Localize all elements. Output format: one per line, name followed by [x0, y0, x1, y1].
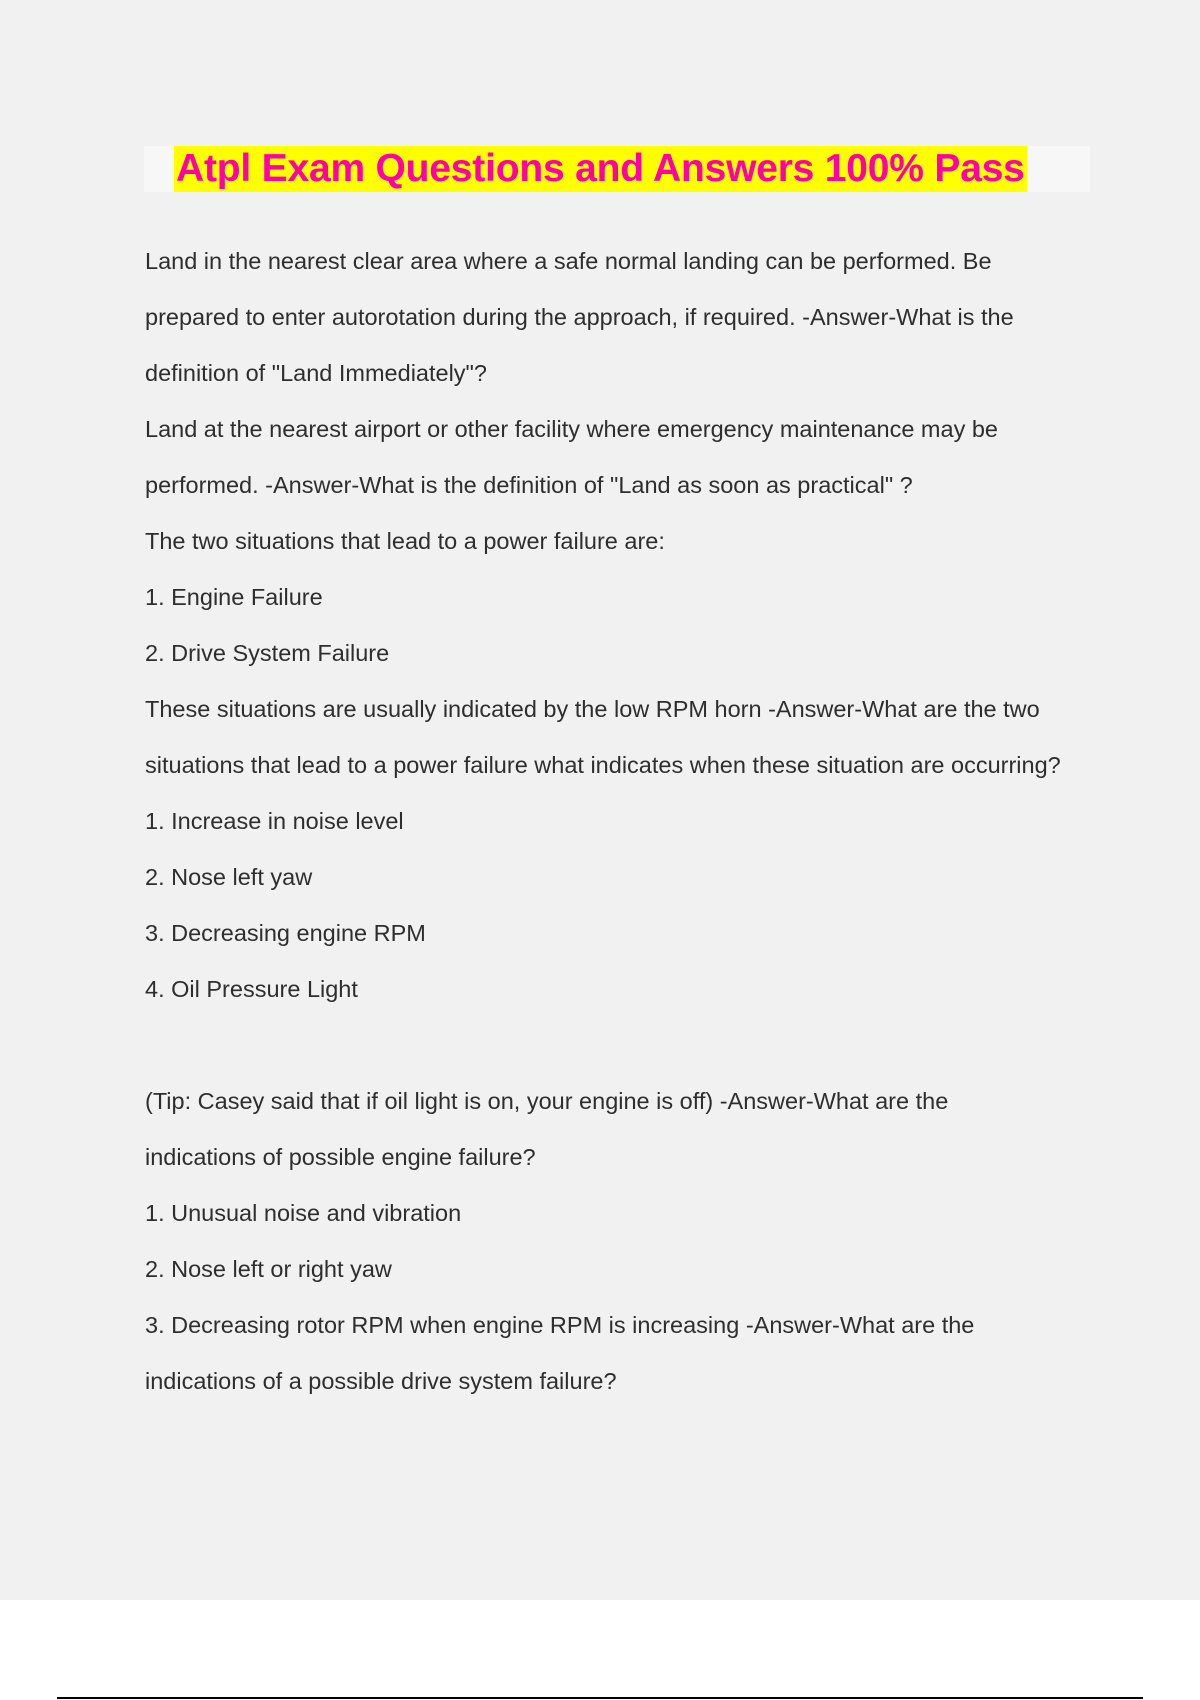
text-line: indications of possible engine failure?	[145, 1144, 536, 1170]
title-band	[144, 146, 1090, 192]
text-line: definition of "Land Immediately"?	[145, 360, 487, 386]
list-item: 3. Decreasing rotor RPM when engine RPM is increasing -Answer-What are the	[145, 1312, 975, 1338]
text-line: situations that lead to a power failure what indicates when these situation are occurring?	[145, 752, 1061, 778]
text-line: Land at the nearest airport or other facility where emergency maintenance may be	[145, 416, 998, 442]
text-line: (Tip: Casey said that if oil light is on, your engine is off) -Answer-What are the	[145, 1088, 949, 1114]
text-line: These situations are usually indicated by the low RPM horn -Answer-What are the two	[145, 696, 1040, 722]
text-line: The two situations that lead to a power failure are:	[145, 528, 665, 554]
list-item: 4. Oil Pressure Light	[145, 976, 358, 1002]
text-line: indications of a possible drive system failure?	[145, 1368, 617, 1394]
footer-rule	[57, 1697, 1143, 1699]
text-line: performed. -Answer-What is the definition of "Land as soon as practical" ?	[145, 472, 913, 498]
text-line: Land in the nearest clear area where a safe normal landing can be performed. Be	[145, 248, 992, 274]
text-line: prepared to enter autorotation during the approach, if required. -Answer-What is the	[145, 304, 1014, 330]
document-title: Atpl Exam Questions and Answers 100% Pass	[176, 147, 1025, 190]
blank-line	[145, 1017, 1145, 1073]
list-item: 1. Engine Failure	[145, 584, 323, 610]
list-item: 3. Decreasing engine RPM	[145, 920, 426, 946]
list-item: 1. Increase in noise level	[145, 808, 404, 834]
list-item: 2. Drive System Failure	[145, 640, 390, 666]
list-item: 2. Nose left yaw	[145, 864, 313, 890]
list-item: 1. Unusual noise and vibration	[145, 1200, 462, 1226]
document-body	[145, 233, 1145, 1409]
list-item: 2. Nose left or right yaw	[145, 1256, 392, 1282]
